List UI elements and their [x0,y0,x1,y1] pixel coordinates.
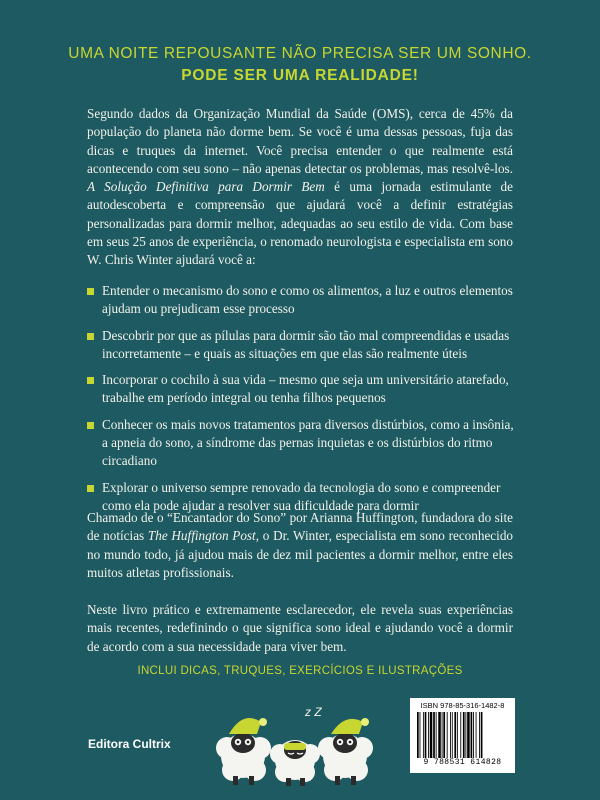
sleep-z-letters: z Z [305,705,322,719]
sheep-icon [216,718,271,785]
benefits-list [87,282,517,523]
benefit-text: Incorporar o cochilo à sua vida – mesmo que seja um universitário atarefado, trabalhe em período integral ou tenha filhos pequenos [102,372,509,406]
bullet-square-icon [87,288,94,295]
barcode-icon [417,712,508,758]
bullet-square-icon [87,422,94,429]
benefit-text: Entender o mecanismo do sono e como os alimentos, a luz e outros elementos ajudam ou prejudicam esse processo [102,283,513,317]
headline-line-2: PODE SER UMA REALIDADE! [181,67,419,84]
sleeping-sheep-illustration [205,688,383,788]
closing-paragraph: Neste livro prático e extremamente esclarecedor, ele revela suas experiências mais recentes, redefinindo o que significa sono ideal e ajudando você a dormir de acordo com a sua necessidade para viver bem. [87,602,513,654]
site-name: The Huffington Post [147,528,256,544]
isbn-label: ISBN 978-85-316-1482-8 [420,701,505,710]
includes-tagline: INCLUI DICAS, TRUQUES, EXERCÍCIOS E ILUSTRAÇÕES [137,665,463,677]
bullet-square-icon [87,333,94,340]
bullet-square-icon [87,377,94,384]
praise-paragraph [87,509,513,582]
headline-line-1: UMA NOITE REPOUSANTE NÃO PRECISA SER UM SONHO. [68,45,532,62]
benefit-item [87,371,517,408]
intro-text-part-1: Segundo dados da Organização Mundial da Saúde (OMS), cerca de 45% da população do planeta não dorme bem. Se você é uma dessas pessoas, fuja das dicas e truques da internet. Você precisa entender o que realmente está acontecendo com seu sono – não apenas detectar os problemas, mas resolvê-los. [87,106,513,176]
benefit-item [87,327,517,364]
benefit-text: Descobrir por que as pílulas para dormir são tão mal compreendidas e usadas incorretamente – e quais as situações em que elas são realmente úteis [102,327,510,361]
benefit-text: Conhecer os mais novos tratamentos para diversos distúrbios, como a insônia, a apneia do sono, a síndrome das pernas inquietas e os distúrbios do ritmo circadiano [102,416,514,469]
sheep-icon [318,718,373,785]
bullet-square-icon [87,485,94,492]
benefit-item [87,282,517,319]
publisher-logo: Editora Cultrix [88,737,171,751]
benefit-text: Explorar o universo sempre renovado da tecnologia do sono e compreender como ela pode ajudar a resolver sua dificuldade para dormir [102,479,501,513]
intro-text-part-2: é uma jornada estimulante de autodescoberta e compreensão que ajudará você a definir estratégias personalizadas para dormir melhor, adequadas ao seu estilo de vida. Com base em seus 25 anos de experiência, o renomado neurologista e especialista em sono W. Chris Winter ajudará você a: [87,179,513,268]
book-title: A Solução Definitiva para Dormir Bem [87,179,325,195]
barcode-digits: 9 788531 614828 [423,758,502,767]
sheep-icon [270,740,320,786]
benefit-item [87,416,517,471]
intro-paragraph [87,105,513,270]
barcode-panel [410,698,515,773]
praise-text-part-2: , o Dr. Winter, especialista em sono reconhecido no mundo todo, já ajudou mais de dez mil pacientes a dormir melhor, entre eles muitos atletas profissionais. [87,528,514,580]
praise-text-part-1: Chamado de o “Encantador do Sono” por Arianna Huffington, fundadora do site de notícias [87,510,513,544]
